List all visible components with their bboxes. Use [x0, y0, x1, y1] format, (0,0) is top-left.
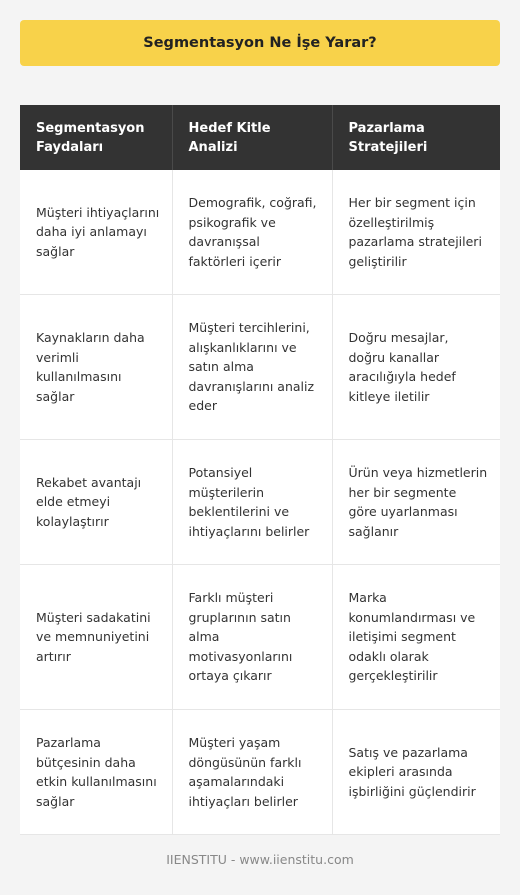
table-cell: Farklı müşteri gruplarının satın alma motivasyonlarını ortaya çıkarır	[172, 565, 332, 710]
table-cell: Müşteri ihtiyaçlarını daha iyi anlamayı sağlar	[20, 170, 172, 295]
title-banner	[20, 20, 500, 66]
column-header: Segmentasyon Faydaları	[20, 105, 172, 170]
table-row	[20, 440, 500, 565]
column-header: Hedef Kitle Analizi	[172, 105, 332, 170]
table-row	[20, 295, 500, 440]
footer-credit: IIENSTITU - www.iienstitu.com	[166, 852, 354, 867]
table-cell: Pazarlama bütçesinin daha etkin kullanılmasını sağlar	[20, 710, 172, 835]
page-title: Segmentasyon Ne İşe Yarar?	[143, 35, 377, 51]
table-cell: Müşteri tercihlerini, alışkanlıklarını ve satın alma davranışlarını analiz eder	[172, 295, 332, 440]
table-cell: Doğru mesajlar, doğru kanallar aracılığıyla hedef kitleye iletilir	[332, 295, 500, 440]
table-cell: Rekabet avantajı elde etmeyi kolaylaştırır	[20, 440, 172, 565]
table-cell: Ürün veya hizmetlerin her bir segmente göre uyarlanması sağlanır	[332, 440, 500, 565]
table-cell: Potansiyel müşterilerin beklentilerini ve ihtiyaçlarını belirler	[172, 440, 332, 565]
table-cell: Her bir segment için özelleştirilmiş pazarlama stratejileri geliştirilir	[332, 170, 500, 295]
table-row	[20, 565, 500, 710]
table-cell: Satış ve pazarlama ekipleri arasında işbirliğini güçlendirir	[332, 710, 500, 835]
table-cell: Müşteri yaşam döngüsünün farklı aşamalarındaki ihtiyaçları belirler	[172, 710, 332, 835]
column-header: Pazarlama Stratejileri	[332, 105, 500, 170]
table-row	[20, 170, 500, 295]
table-cell: Marka konumlandırması ve iletişimi segment odaklı olarak gerçekleştirilir	[332, 565, 500, 710]
table-cell: Kaynakların daha verimli kullanılmasını sağlar	[20, 295, 172, 440]
table-cell: Demografik, coğrafi, psikografik ve davranışsal faktörleri içerir	[172, 170, 332, 295]
table-header-row	[20, 105, 500, 170]
table-cell: Müşteri sadakatini ve memnuniyetini artırır	[20, 565, 172, 710]
table-row	[20, 710, 500, 835]
comparison-table	[20, 105, 500, 835]
